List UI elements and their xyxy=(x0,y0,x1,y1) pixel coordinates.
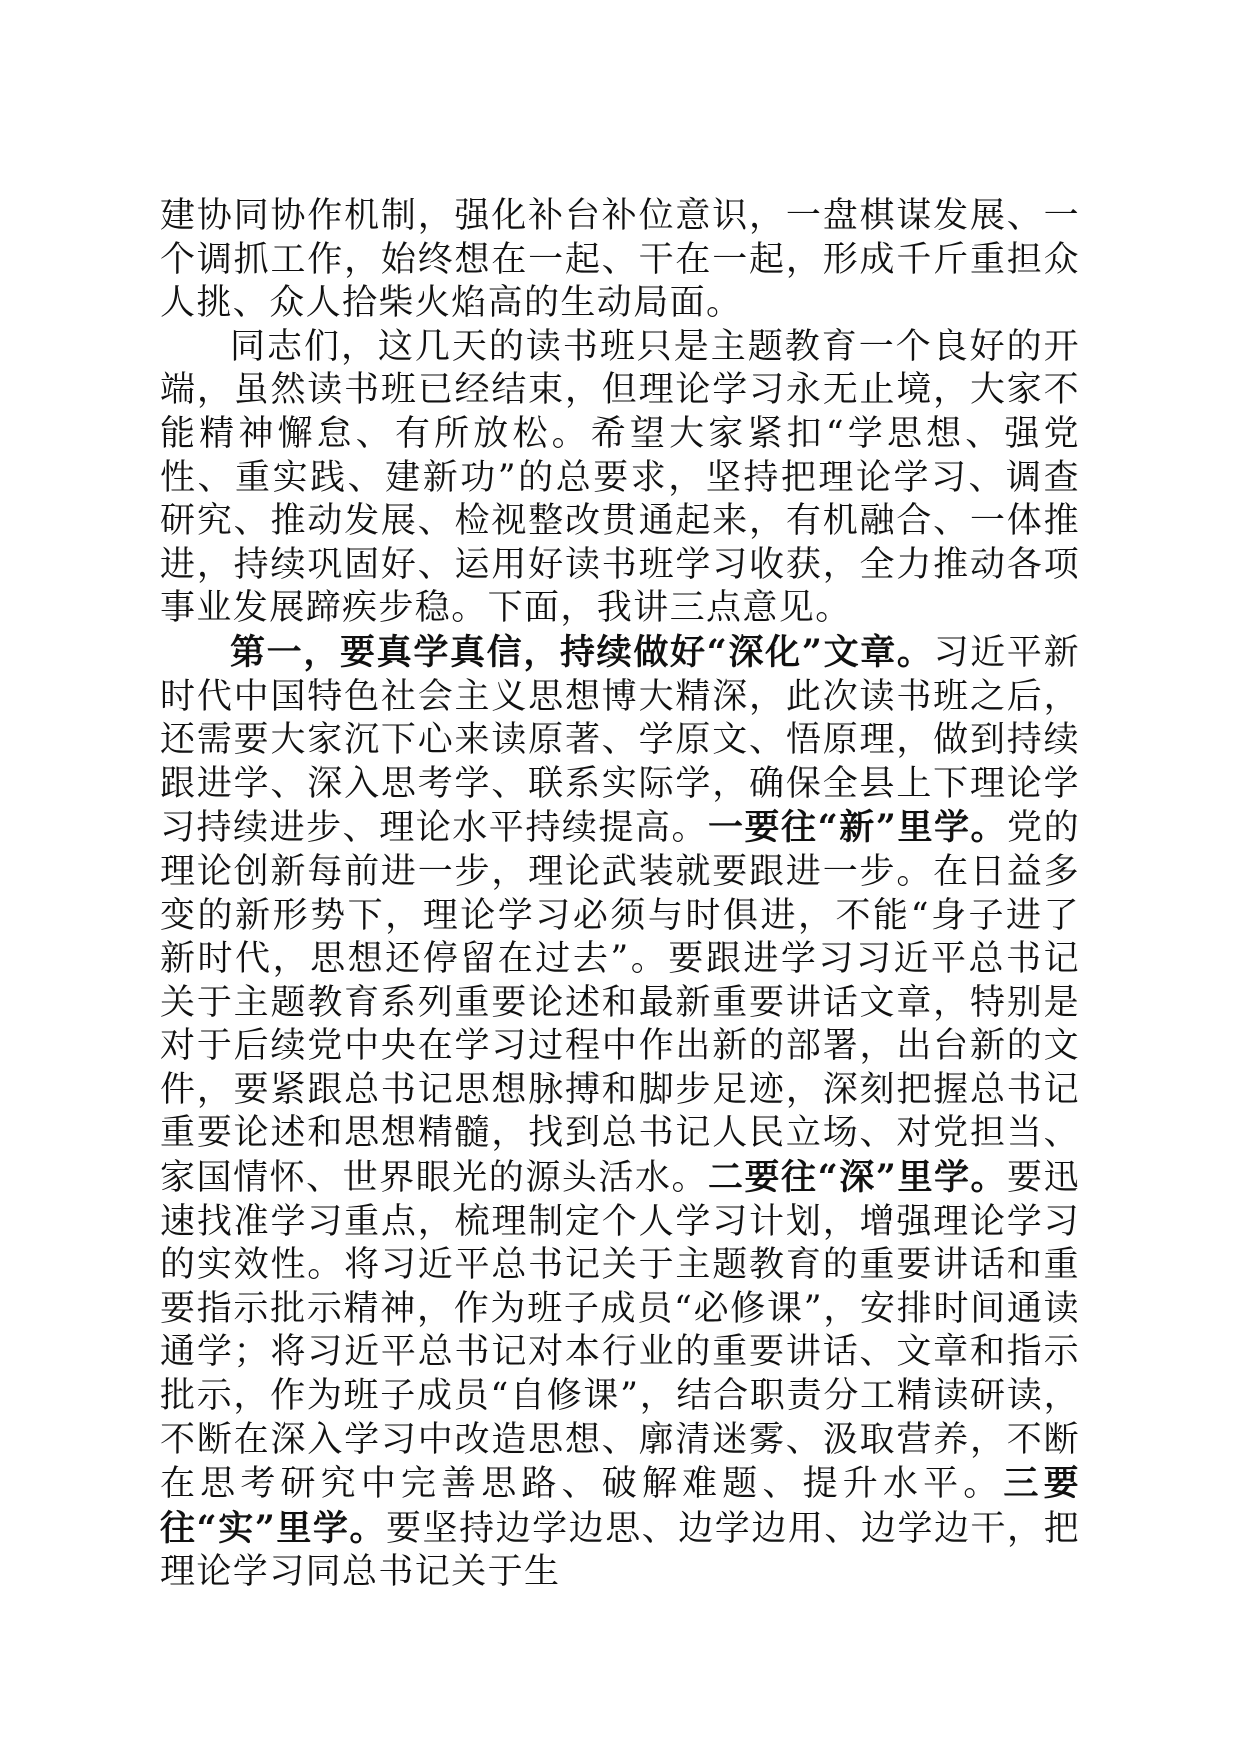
document-page xyxy=(160,195,1080,1595)
paragraph-3 xyxy=(160,631,1080,1595)
subheading-new: 一要往“新”里学。 xyxy=(707,807,1008,849)
paragraph-text: 党的理论创新每前进一步，理论武装就要跟进一步。在日益多变的新形势下，理论学习必须与时俱进，不能“身子进了新时代，思想还停留在过去”。要跟进学习习近平总书记关于主题教育系列重要论述和最新重要讲话文章，特别是对于后续党中央在学习过程中作出新的部署，出台新的文件，要紧跟总书记思想脉搏和脚步足迹，深刻把握总书记重要论述和思想精髓，找到总书记人民立场、对党担当、家国情怀、世界眼光的源头活水。 xyxy=(160,808,1080,1199)
subheading-deep: 二要往“深”里学。 xyxy=(707,1157,1008,1199)
paragraph-1 xyxy=(160,195,1080,326)
paragraph-text: 同志们，这几天的读书班只是主题教育一个良好的开端，虽然读书班已经结束，但理论学习永无止境，大家不能精神懈怠、有所放松。希望大家紧扣“学思想、强党性、重实践、建新功”的总要求，坚持把理论学习、调查研究、推动发展、检视整改贯通起来，有机融合、一体推进，持续巩固好、运用好读书班学习收获，全力推动各项事业发展蹄疾步稳。下面，我讲三点意见。 xyxy=(160,326,1080,629)
subheading-practical: 三要往“实”里学。 xyxy=(160,1463,1080,1549)
section-heading: 第一，要真学真信，持续做好“深化”文章。 xyxy=(230,631,934,673)
paragraph-text: 习近平新时代中国特色社会主义思想博大精深，此次读书班之后，还需要大家沉下心来读原著、学原文、悟原理，做到持续跟进学、深入思考学、联系实际学，确保全县上下理论学习持续进步、理论水平持续提高。 xyxy=(160,632,1080,849)
paragraph-2 xyxy=(160,326,1080,631)
paragraph-text: 要坚持边学边思、边学边用、边学边干，把理论学习同总书记关于生 xyxy=(160,1508,1080,1593)
paragraph-text: 要迅速找准学习重点，梳理制定个人学习计划，增强理论学习的实效性。将习近平总书记关于主题教育的重要讲话和重要指示批示精神，作为班子成员“必修课”，安排时间通读通学；将习近平总书记对本行业的重要讲话、文章和指示批示，作为班子成员“自修课”，结合职责分工精读研读，不断在深入学习中改造思想、廓清迷雾、汲取营养，不断在思考研究中完善思路、破解难题、提升水平。 xyxy=(160,1158,1080,1505)
paragraph-text: 建协同协作机制，强化补台补位意识，一盘棋谋发展、一个调抓工作，始终想在一起、干在一起，形成千斤重担众人挑、众人拾柴火焰高的生动局面。 xyxy=(160,196,1080,324)
